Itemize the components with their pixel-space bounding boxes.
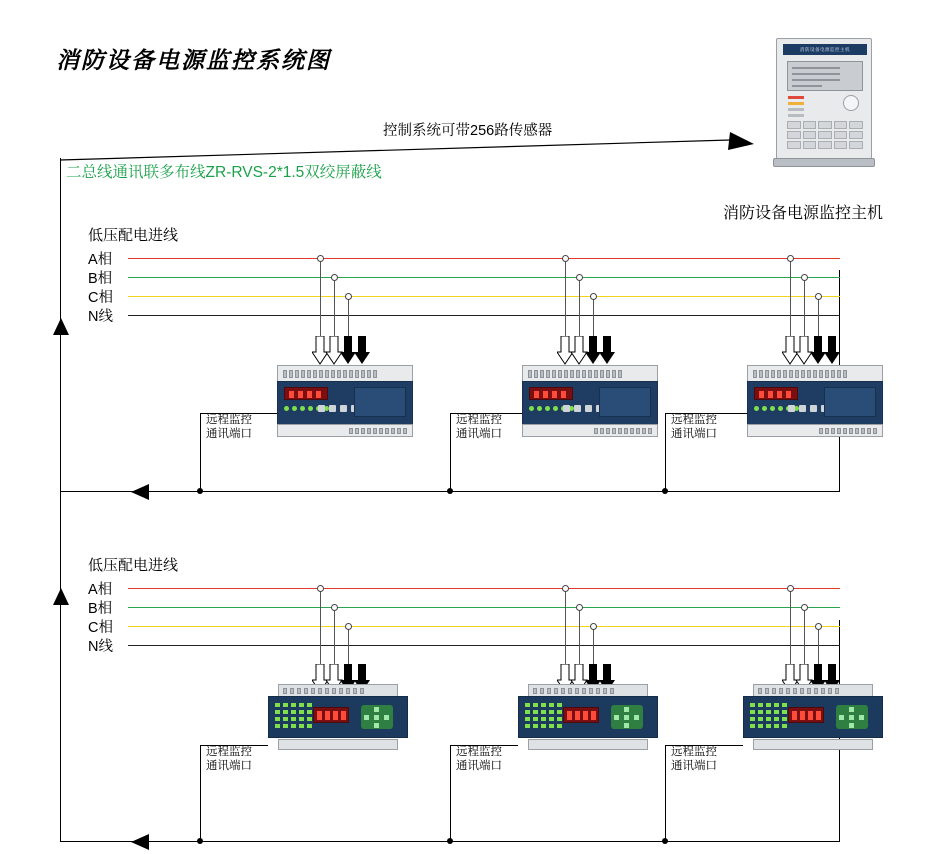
s1d3-joint-c xyxy=(815,293,822,300)
section-2-phase-n-label: N线 xyxy=(88,639,113,655)
s2d2-tap-a xyxy=(565,588,566,670)
s1d1-tap-c xyxy=(348,296,349,340)
s1d1-buttons[interactable] xyxy=(318,405,358,412)
s1d3-bus-dot xyxy=(662,488,668,494)
s1d2-body xyxy=(522,381,658,425)
s1d2-monitor-module xyxy=(522,365,658,437)
s1d1-body xyxy=(277,381,413,425)
s2d1-bottom-terminals xyxy=(278,739,398,750)
s2d1-port-lead xyxy=(200,745,201,841)
s1d3-top-terminals xyxy=(747,365,883,382)
s1d2-tap-b xyxy=(579,277,580,340)
s2d2-port-label xyxy=(456,745,502,773)
s2d1-display xyxy=(313,707,349,723)
s1d2-ct-arrows xyxy=(557,336,621,366)
s2d1-port-label-line2: 通讯端口 xyxy=(206,760,252,772)
section-1-phase-a-label: A相 xyxy=(88,252,113,268)
section-1-phase-c-line xyxy=(128,296,840,297)
s1d1-port-label-line2: 通讯端口 xyxy=(206,428,252,440)
s2d3-joint-b xyxy=(801,604,808,611)
section-2-incoming-label: 低压配电进线 xyxy=(88,557,179,574)
s2d2-leds xyxy=(525,703,562,728)
s2d2-joint-c xyxy=(590,623,597,630)
s2d3-port-label-line1: 远程监控 xyxy=(671,746,717,758)
page-title: 消防设备电源监控系统图 xyxy=(56,48,331,74)
s1d2-tap-a xyxy=(565,258,566,340)
s2d3-keypad[interactable] xyxy=(836,705,868,729)
s2d1-joint-c xyxy=(345,623,352,630)
s1d3-tap-c xyxy=(818,296,819,340)
s1d1-port-label-line1: 远程监控 xyxy=(206,414,252,426)
s1d2-bottom-terminals xyxy=(522,424,658,437)
s2d1-monitor-module xyxy=(268,684,408,750)
bus-left-trunk xyxy=(60,158,61,842)
s1d1-bottom-terminals xyxy=(277,424,413,437)
s2d2-bottom-terminals xyxy=(528,739,648,750)
s1d2-display xyxy=(529,387,573,400)
s1d3-joint-a xyxy=(787,255,794,262)
s1d2-port-lead xyxy=(450,413,451,491)
section-1-phase-b-line xyxy=(128,277,840,278)
s1d3-monitor-module xyxy=(747,365,883,437)
bus-line-label: 二总线通讯联多布线ZR-RVS-2*1.5双绞屏蔽线 xyxy=(66,164,382,181)
s1d3-port-label-line1: 远程监控 xyxy=(671,414,717,426)
section-2-phase-c-line xyxy=(128,626,840,627)
s1d2-joint-b xyxy=(576,274,583,281)
s1d2-tap-c xyxy=(593,296,594,340)
s2d3-port-lead xyxy=(665,745,666,841)
s2d3-monitor-module xyxy=(743,684,883,750)
s1d1-ct-arrows xyxy=(312,336,376,366)
host-caption: 消防设备电源监控主机 xyxy=(723,205,884,222)
s1d1-tap-b xyxy=(334,277,335,340)
s2d2-port-label-line1: 远程监控 xyxy=(456,746,502,758)
host-screen xyxy=(787,61,863,91)
section-2-phase-a-label: A相 xyxy=(88,582,113,598)
s1d2-top-terminals xyxy=(522,365,658,382)
s1d2-port-label xyxy=(456,413,502,441)
section-1-phase-n-label: N线 xyxy=(88,309,113,325)
s2d1-joint-a xyxy=(317,585,324,592)
s2d2-display xyxy=(563,707,599,723)
s2d1-tap-b xyxy=(334,607,335,670)
bus-arrow-up-lower xyxy=(53,588,69,605)
s2d1-joint-b xyxy=(331,604,338,611)
s2d2-joint-b xyxy=(576,604,583,611)
s1d1-joint-a xyxy=(317,255,324,262)
s1d2-port-label-line2: 通讯端口 xyxy=(456,428,502,440)
s2d1-port-label xyxy=(206,745,252,773)
s2d3-bottom-terminals xyxy=(753,739,873,750)
s1d1-joint-c xyxy=(345,293,352,300)
s1d2-right-panel xyxy=(599,387,651,417)
top-note-label: 控制系统可带256路传感器 xyxy=(383,123,553,139)
section-1-phase-b-label: B相 xyxy=(88,271,113,287)
s2d3-bus-dot xyxy=(662,838,668,844)
s2d2-port-lead xyxy=(450,745,451,841)
bus-diagonal-line xyxy=(0,100,946,190)
section-1-phase-n-line xyxy=(128,315,840,316)
s1d3-right-panel xyxy=(824,387,876,417)
s1d3-joint-b xyxy=(801,274,808,281)
s2d3-body xyxy=(743,696,883,738)
s1d3-buttons[interactable] xyxy=(788,405,828,412)
s1d1-port-lead xyxy=(200,413,201,491)
s1d3-ct-arrows xyxy=(782,336,846,366)
section-2-phase-b-label: B相 xyxy=(88,601,113,617)
section-2-phase-a-line xyxy=(128,588,840,589)
s2d2-body xyxy=(518,696,658,738)
s2d3-leds xyxy=(750,703,787,728)
s1d3-tap-b xyxy=(804,277,805,340)
s2d2-bus-dot xyxy=(447,838,453,844)
s1d1-display xyxy=(284,387,328,400)
bus-arrow-up-upper xyxy=(53,318,69,335)
section-1-incoming-label: 低压配电进线 xyxy=(88,227,179,244)
s2d3-tap-b xyxy=(804,607,805,670)
s2d1-body xyxy=(268,696,408,738)
s1d3-tap-a xyxy=(790,258,791,340)
s1d1-joint-b xyxy=(331,274,338,281)
s2d1-bus-dot xyxy=(197,838,203,844)
s2d2-joint-a xyxy=(562,585,569,592)
s1d2-joint-a xyxy=(562,255,569,262)
host-header-text: 消防设备电源监控主机 xyxy=(800,47,850,52)
s2d3-joint-a xyxy=(787,585,794,592)
s2d2-tap-b xyxy=(579,607,580,670)
s2d2-port-label-line2: 通讯端口 xyxy=(456,760,502,772)
s2d3-port-label xyxy=(671,745,717,773)
bus-arrow-left-mid xyxy=(131,484,149,500)
s2d3-port-label-line2: 通讯端口 xyxy=(671,760,717,772)
host-header-bar xyxy=(783,44,867,55)
s2d3-display xyxy=(788,707,824,723)
s1d3-bottom-terminals xyxy=(747,424,883,437)
s1d2-port-label-line1: 远程监控 xyxy=(456,414,502,426)
s1d1-monitor-module xyxy=(277,365,413,437)
s1d1-right-panel xyxy=(354,387,406,417)
s1d2-joint-c xyxy=(590,293,597,300)
s1d2-buttons[interactable] xyxy=(563,405,603,412)
s1d3-port-label-line2: 通讯端口 xyxy=(671,428,717,440)
s1d1-bus-dot xyxy=(197,488,203,494)
s2d2-monitor-module xyxy=(518,684,658,750)
s1d1-top-terminals xyxy=(277,365,413,382)
s1d1-port-label xyxy=(206,413,252,441)
section-1-phase-a-line xyxy=(128,258,840,259)
s2d1-port-label-line1: 远程监控 xyxy=(206,746,252,758)
s2d1-keypad[interactable] xyxy=(361,705,393,729)
s1d3-display xyxy=(754,387,798,400)
s2d2-keypad[interactable] xyxy=(611,705,643,729)
s1d1-tap-a xyxy=(320,258,321,340)
section-2-phase-c-label: C相 xyxy=(88,620,113,636)
s2d3-tap-a xyxy=(790,588,791,670)
bus-arrow-left-bottom xyxy=(131,834,149,850)
s2d1-leds xyxy=(275,703,312,728)
s1d2-bus-dot xyxy=(447,488,453,494)
s1d3-port-lead xyxy=(665,413,666,491)
s2d1-tap-a xyxy=(320,588,321,670)
section-2-phase-b-line xyxy=(128,607,840,608)
s2d3-joint-c xyxy=(815,623,822,630)
s1d3-body xyxy=(747,381,883,425)
section-2-phase-n-line xyxy=(128,645,840,646)
section-1-phase-c-label: C相 xyxy=(88,290,113,306)
s1d3-port-label xyxy=(671,413,717,441)
